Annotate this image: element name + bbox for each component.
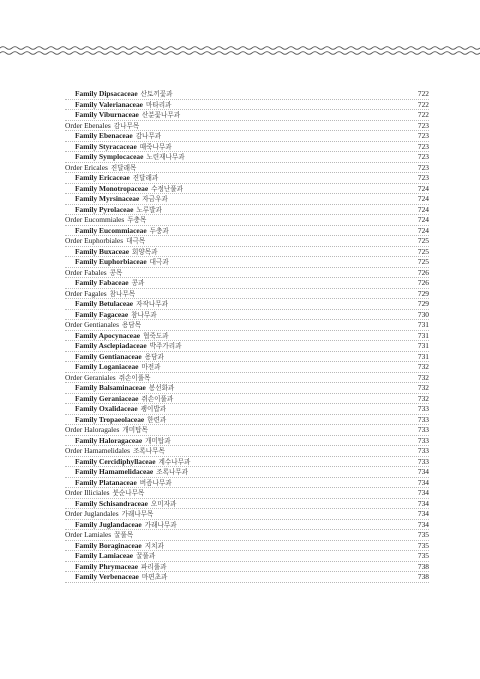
entry-page-number: 732 — [417, 362, 429, 371]
entry-page-number: 724 — [417, 183, 429, 193]
entry-page-number: 725 — [417, 257, 429, 266]
toc-family-entry — [65, 520, 429, 531]
entry-korean-name: 협죽도과 — [143, 331, 169, 340]
entry-page-number: 734 — [417, 498, 429, 508]
entry-latin-name: Order Fabales — [65, 267, 107, 277]
entry-latin-name: Family Geraniaceae — [75, 393, 139, 403]
toc-order-entry — [65, 509, 429, 520]
entry-korean-name: 마전과 — [141, 363, 161, 371]
entry-latin-name: Family Betulaceae — [75, 299, 134, 308]
entry-latin-name: Family Myrsinaceae — [75, 194, 140, 203]
toc-family-entry — [65, 352, 429, 363]
toc-family-entry — [65, 478, 429, 489]
entry-korean-name: 두충목 — [127, 216, 147, 224]
entry-page-number: 733 — [417, 435, 429, 445]
toc-family-entry — [65, 331, 429, 342]
toc-order-entry — [65, 320, 429, 331]
entry-page-number: 725 — [417, 236, 429, 245]
entry-latin-name: Order Fagales — [65, 288, 107, 298]
toc-order-entry — [65, 163, 429, 174]
toc-family-entry — [65, 278, 429, 289]
row-separator — [65, 582, 429, 583]
entry-korean-name: 진달래목 — [110, 163, 137, 172]
toc-family-entry — [65, 362, 429, 373]
entry-page-number: 724 — [417, 225, 429, 235]
table-of-contents — [65, 89, 429, 583]
toc-order-entry — [65, 446, 429, 457]
entry-page-number: 729 — [417, 299, 429, 308]
toc-family-entry — [65, 383, 429, 394]
toc-family-entry — [65, 194, 429, 205]
entry-latin-name: Family Ericaceae — [75, 173, 130, 182]
toc-family-entry — [65, 89, 429, 100]
entry-page-number: 722 — [417, 99, 429, 109]
toc-order-entry — [65, 289, 429, 300]
entry-latin-name: Order Geraniales — [65, 372, 116, 382]
entry-korean-name: 콩목 — [109, 268, 123, 277]
entry-latin-name: Family Verbenaceae — [75, 572, 139, 581]
toc-family-entry — [65, 341, 429, 352]
entry-korean-name: 감나무목 — [113, 121, 140, 130]
toc-order-entry — [65, 373, 429, 384]
entry-page-number: 735 — [417, 530, 429, 539]
entry-latin-name: Family Monotropaceae — [75, 183, 149, 193]
entry-latin-name: Family Symplocaceae — [75, 152, 144, 161]
toc-family-entry — [65, 310, 429, 321]
toc-family-entry — [65, 257, 429, 268]
entry-korean-name: 자금우과 — [142, 195, 168, 203]
entry-page-number: 724 — [417, 194, 429, 203]
entry-page-number: 734 — [417, 509, 429, 518]
entry-page-number: 732 — [417, 372, 429, 382]
entry-latin-name: Order Hamamelidales — [65, 446, 131, 455]
toc-order-entry — [65, 488, 429, 499]
entry-latin-name: Order Gentianales — [65, 320, 119, 329]
entry-latin-name: Order Euphorbiales — [65, 236, 124, 245]
entry-page-number: 731 — [417, 341, 429, 350]
entry-latin-name: Family Valerianaceae — [75, 99, 143, 109]
entry-page-number: 735 — [417, 551, 429, 560]
entry-latin-name: Family Gentianaceae — [75, 351, 142, 361]
entry-korean-name: 참나무목 — [109, 289, 136, 298]
entry-page-number: 724 — [417, 204, 429, 214]
entry-latin-name: Family Eucommiaceae — [75, 225, 147, 235]
entry-page-number: 726 — [417, 267, 429, 277]
toc-family-entry — [65, 457, 429, 468]
toc-family-entry — [65, 142, 429, 153]
entry-korean-name: 자작나무과 — [136, 300, 168, 308]
entry-latin-name: Family Boraginaceae — [75, 540, 142, 550]
entry-latin-name: Family Apocynaceae — [75, 330, 141, 340]
entry-latin-name: Family Platanaceae — [75, 477, 137, 487]
entry-korean-name: 마타리과 — [145, 100, 172, 109]
entry-korean-name: 콩과 — [131, 279, 145, 287]
entry-page-number: 723 — [417, 152, 429, 161]
toc-family-entry — [65, 541, 429, 552]
entry-latin-name: Family Fagaceae — [75, 309, 129, 319]
entry-korean-name: 용담목 — [121, 321, 142, 329]
toc-order-entry — [65, 215, 429, 226]
toc-family-entry — [65, 110, 429, 121]
wavy-header-ornament — [0, 42, 480, 60]
toc-family-entry — [65, 173, 429, 184]
toc-family-entry — [65, 572, 429, 583]
entry-latin-name: Family Hamamelidaceae — [75, 467, 154, 476]
entry-latin-name: Family Haloragaceae — [75, 435, 143, 445]
toc-family-entry — [65, 226, 429, 237]
entry-latin-name: Family Tropaeolaceae — [75, 414, 145, 424]
entry-korean-name: 지치과 — [144, 541, 164, 550]
entry-page-number: 732 — [417, 393, 429, 403]
entry-korean-name: 버즘나무과 — [139, 478, 172, 487]
entry-korean-name: 봉선화과 — [148, 384, 175, 392]
toc-order-entry — [65, 268, 429, 279]
entry-page-number: 733 — [417, 404, 429, 413]
entry-page-number: 738 — [417, 561, 429, 571]
entry-korean-name: 산분꽃나무과 — [141, 111, 181, 119]
entry-korean-name: 참나무과 — [131, 310, 157, 319]
entry-korean-name: 조록나무과 — [156, 468, 189, 476]
entry-latin-name: Family Phrymaceae — [75, 561, 139, 571]
entry-latin-name: Family Pyrolaceae — [75, 204, 134, 214]
entry-korean-name: 진달래과 — [132, 174, 159, 182]
entry-page-number: 723 — [417, 173, 429, 182]
entry-latin-name: Family Oxalidaceae — [75, 404, 138, 413]
entry-page-number: 722 — [417, 110, 429, 119]
entry-korean-name: 쥐손이풀목 — [118, 373, 151, 382]
entry-latin-name: Family Euphorbiaceae — [75, 257, 147, 266]
entry-latin-name: Order Lamiales — [65, 530, 112, 539]
entry-latin-name: Family Dipsacaceae — [75, 89, 138, 98]
entry-korean-name: 파리풀과 — [141, 562, 167, 571]
entry-latin-name: Family Schisandraceae — [75, 498, 148, 508]
entry-page-number: 735 — [417, 540, 429, 550]
toc-family-entry — [65, 499, 429, 510]
entry-page-number: 738 — [417, 572, 429, 581]
entry-latin-name: Family Juglandaceae — [75, 519, 142, 529]
entry-page-number: 724 — [417, 215, 429, 224]
entry-korean-name: 두충과 — [149, 226, 169, 235]
entry-korean-name: 감나무과 — [135, 132, 162, 140]
entry-page-number: 729 — [417, 288, 429, 298]
entry-page-number: 723 — [417, 141, 429, 151]
toc-family-entry — [65, 562, 429, 573]
entry-korean-name: 대극과 — [149, 258, 169, 266]
toc-order-entry — [65, 530, 429, 541]
toc-family-entry — [65, 184, 429, 195]
entry-korean-name: 한련과 — [147, 415, 167, 424]
entry-page-number: 731 — [417, 351, 429, 361]
entry-latin-name: Family Buxaceae — [75, 246, 129, 256]
entry-korean-name: 가래나무과 — [144, 520, 177, 529]
entry-korean-name: 노루발과 — [136, 205, 162, 214]
entry-latin-name: Family Asclepiadaceae — [75, 341, 147, 350]
entry-page-number: 722 — [417, 89, 429, 98]
entry-page-number: 734 — [417, 519, 429, 529]
entry-latin-name: Order Eucommiales — [65, 215, 125, 224]
entry-latin-name: Family Balsaminaceae — [75, 383, 146, 392]
entry-page-number: 731 — [417, 320, 429, 329]
entry-page-number: 730 — [417, 309, 429, 319]
entry-korean-name: 조록나무목 — [133, 447, 165, 455]
entry-latin-name: Order Ericales — [65, 162, 108, 172]
entry-latin-name: Family Ebenaceae — [75, 131, 133, 140]
toc-order-entry — [65, 425, 429, 436]
entry-korean-name: 꿀풀과 — [136, 552, 156, 560]
toc-family-entry — [65, 299, 429, 310]
entry-korean-name: 꿀풀목 — [114, 531, 134, 539]
toc-family-entry — [65, 404, 429, 415]
entry-latin-name: Family Lamiaceae — [75, 551, 134, 560]
entry-page-number: 732 — [417, 383, 429, 392]
toc-family-entry — [65, 131, 429, 142]
entry-page-number: 731 — [417, 330, 429, 340]
entry-page-number: 733 — [417, 446, 429, 455]
entry-page-number: 733 — [417, 414, 429, 424]
entry-korean-name: 오미자과 — [150, 499, 177, 508]
entry-korean-name: 박주가리과 — [149, 342, 182, 350]
entry-korean-name: 대극목 — [126, 237, 146, 245]
entry-page-number: 723 — [417, 120, 429, 130]
entry-korean-name: 괭이밥과 — [140, 405, 167, 413]
entry-page-number: 733 — [417, 425, 429, 434]
entry-korean-name: 용담과 — [144, 352, 164, 361]
entry-korean-name: 개미탑목 — [122, 426, 148, 434]
toc-family-entry — [65, 415, 429, 426]
entry-korean-name: 회양목과 — [131, 247, 158, 256]
toc-family-entry — [65, 152, 429, 163]
entry-korean-name: 계수나무과 — [158, 457, 191, 466]
entry-korean-name: 붓순나무목 — [112, 489, 145, 497]
toc-family-entry — [65, 436, 429, 447]
entry-latin-name: Order Haloragales — [65, 425, 120, 434]
entry-latin-name: Family Cercidiphyllaceae — [75, 456, 156, 466]
entry-latin-name: Order Ebenales — [65, 120, 111, 130]
entry-latin-name: Family Fabaceae — [75, 278, 129, 287]
entry-page-number: 723 — [417, 162, 429, 172]
toc-family-entry — [65, 551, 429, 562]
toc-family-entry — [65, 247, 429, 258]
entry-korean-name: 산토끼꽃과 — [140, 90, 173, 98]
entry-korean-name: 노린재나무과 — [146, 153, 185, 161]
entry-page-number: 734 — [417, 477, 429, 487]
entry-korean-name: 때죽나무과 — [139, 142, 172, 151]
entry-latin-name: Order Illiciales — [65, 488, 110, 497]
toc-order-entry — [65, 236, 429, 247]
entry-page-number: 733 — [417, 456, 429, 466]
entry-page-number: 734 — [417, 467, 429, 476]
entry-page-number: 723 — [417, 131, 429, 140]
entry-page-number: 726 — [417, 278, 429, 287]
toc-family-entry — [65, 100, 429, 111]
entry-korean-name: 마편초과 — [141, 573, 168, 581]
entry-latin-name: Family Styracaceae — [75, 141, 137, 151]
entry-page-number: 725 — [417, 246, 429, 256]
entry-korean-name: 개미탑과 — [145, 436, 171, 445]
entry-latin-name: Family Viburnaceae — [75, 110, 139, 119]
entry-page-number: 734 — [417, 488, 429, 497]
entry-latin-name: Family Loganiaceae — [75, 362, 139, 371]
toc-family-entry — [65, 205, 429, 216]
entry-korean-name: 쥐손이풀과 — [141, 394, 174, 403]
entry-latin-name: Order Juglandales — [65, 509, 119, 518]
toc-family-entry — [65, 467, 429, 478]
toc-family-entry — [65, 394, 429, 405]
entry-korean-name: 가래나무목 — [121, 510, 154, 518]
toc-order-entry — [65, 121, 429, 132]
entry-korean-name: 수정난풀과 — [151, 184, 183, 193]
